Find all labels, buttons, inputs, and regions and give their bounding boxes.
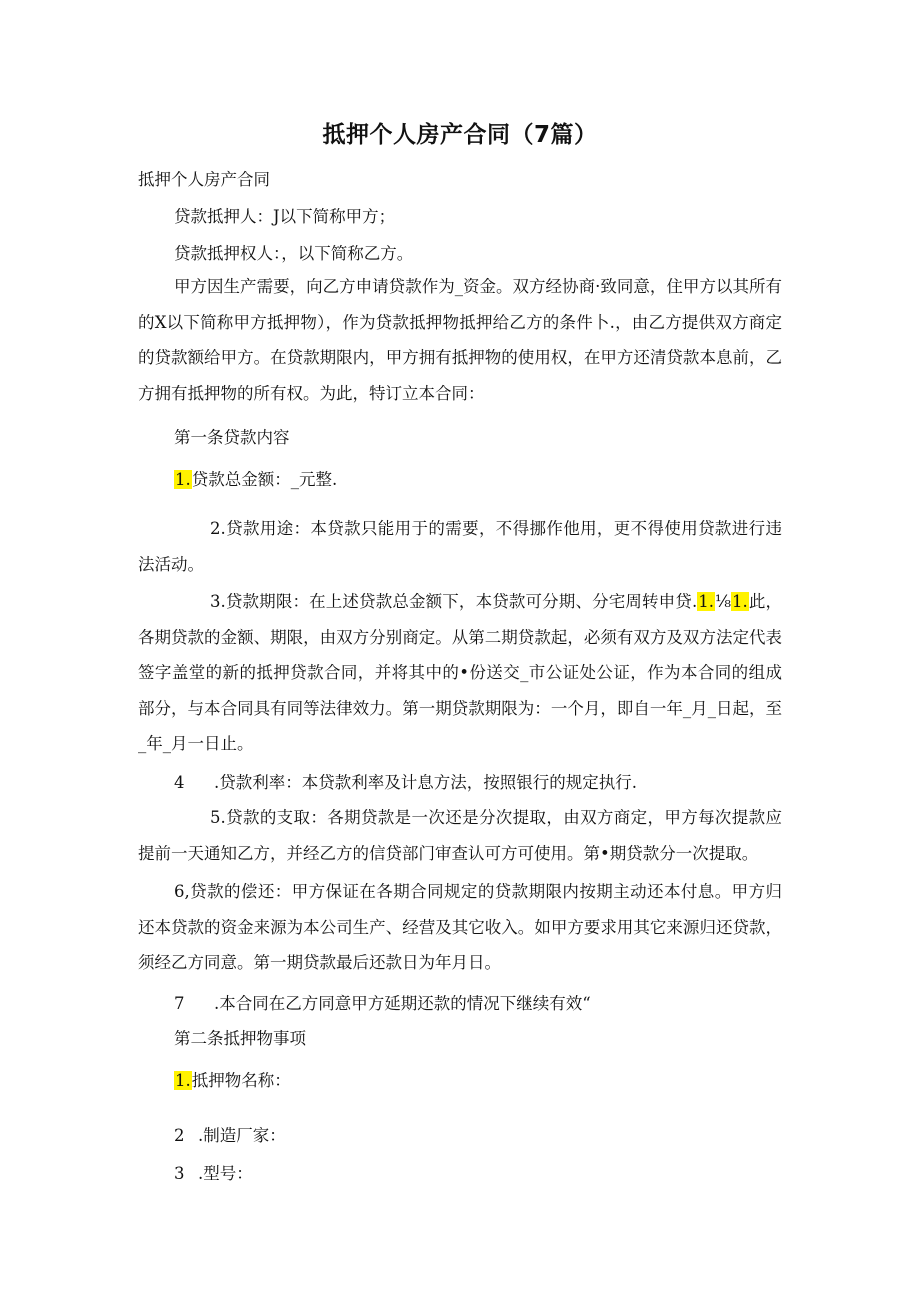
article1-item5 <box>138 800 782 871</box>
highlight-mark: 1. <box>698 592 714 611</box>
item-number: 4 <box>174 773 185 792</box>
document-title: 抵押个人房产合同（7篇） <box>322 122 598 148</box>
article1-item7 <box>174 990 591 1014</box>
article2-heading: 第二条抵押物事项 <box>174 1029 306 1048</box>
article1-item2 <box>138 511 782 582</box>
lender-line: 贷款抵押权人：，以下简称乙方。 <box>174 244 414 263</box>
item-text: .贷款用途：本贷款只能用于的需要，不得挪作他用，更不得使用贷款进行违法活动。 <box>138 519 782 574</box>
item-text: .贷款的支取：各期贷款是一次还是分次提取，由双方商定，甲方每次提款应提前一天通知乙方，并经乙方的信贷部门审查认可方可使用。第•期贷款分一次提取。 <box>138 808 782 863</box>
item-number: 2 <box>210 519 221 538</box>
item-number-highlight: 1. <box>175 1071 191 1090</box>
item-number: 2 <box>174 1126 185 1145</box>
item-number-highlight: 1. <box>175 470 191 489</box>
highlight-mark: 1. <box>731 592 748 611</box>
item-number: 7 <box>174 994 185 1013</box>
item-text: 此，各期贷款的金额、期限，由双方分别商定。从第二期贷款起，必须有双方及双方法定代表签字盖堂的新的抵押贷款合同，并将其中的•份送交_市公证处公证，作为本合同的组成部分，与本合同具有同等法律效力。第一期贷款期限为：一个月，即自一年_月_日起，至_年_月一日止。 <box>138 592 782 753</box>
article1-heading: 第一条贷款内容 <box>174 428 290 447</box>
item-text-mid: ⅛ <box>714 592 731 611</box>
item-text: .贷款利率：本贷款利率及计息方法，按照银行的规定执行. <box>214 773 637 792</box>
item-text: .制造厂家： <box>198 1126 286 1145</box>
article2-item1 <box>174 1067 291 1091</box>
item-text: .贷款期限：在上述贷款总金额下，本贷款可分期、分宅周转申贷. <box>220 592 698 611</box>
borrower-line: 贷款抵押人：J以下简称甲方； <box>174 207 396 226</box>
intro-paragraph: 甲方因生产需要，向乙方申请贷款作为_资金。双方经协商·致同意，住甲方以其所有的X以下简称甲方抵押物），作为贷款抵押物抵押给乙方的条件卜.，由乙方提供双方商定的贷款额给甲方。在贷款期限内，甲方拥有抵押物的使用权，在甲方还清贷款本息前，乙方拥有抵押物的所有权。为此，特订立本合同： <box>138 277 782 403</box>
item-number: 3 <box>174 1164 185 1183</box>
item-number: 5 <box>210 808 221 827</box>
article1-item3 <box>138 584 782 762</box>
item-number: 3 <box>210 592 221 611</box>
article2-item3 <box>174 1160 253 1184</box>
item-text: 抵押物名称： <box>191 1071 291 1090</box>
item-text: 贷款总金额：_元整. <box>191 470 338 489</box>
article1-item1 <box>174 466 337 490</box>
article1-item6: 6,贷款的偿还：甲方保证在各期合同规定的贷款期限内按期主动还本付息。甲方归还本贷款的资金来源为本公司生产、经营及其它收入。如甲方要求用其它来源归还贷款，须经乙方同意。第一期贷款最后还款日为年月日。 <box>138 882 782 972</box>
document-subtitle: 抵押个人房产合同 <box>138 170 270 189</box>
item-text: .型号： <box>198 1164 253 1183</box>
article2-item2 <box>174 1122 286 1146</box>
article1-item4 <box>174 769 637 793</box>
item-text: .本合同在乙方同意甲方延期还款的情况下继续有效“ <box>214 994 591 1013</box>
